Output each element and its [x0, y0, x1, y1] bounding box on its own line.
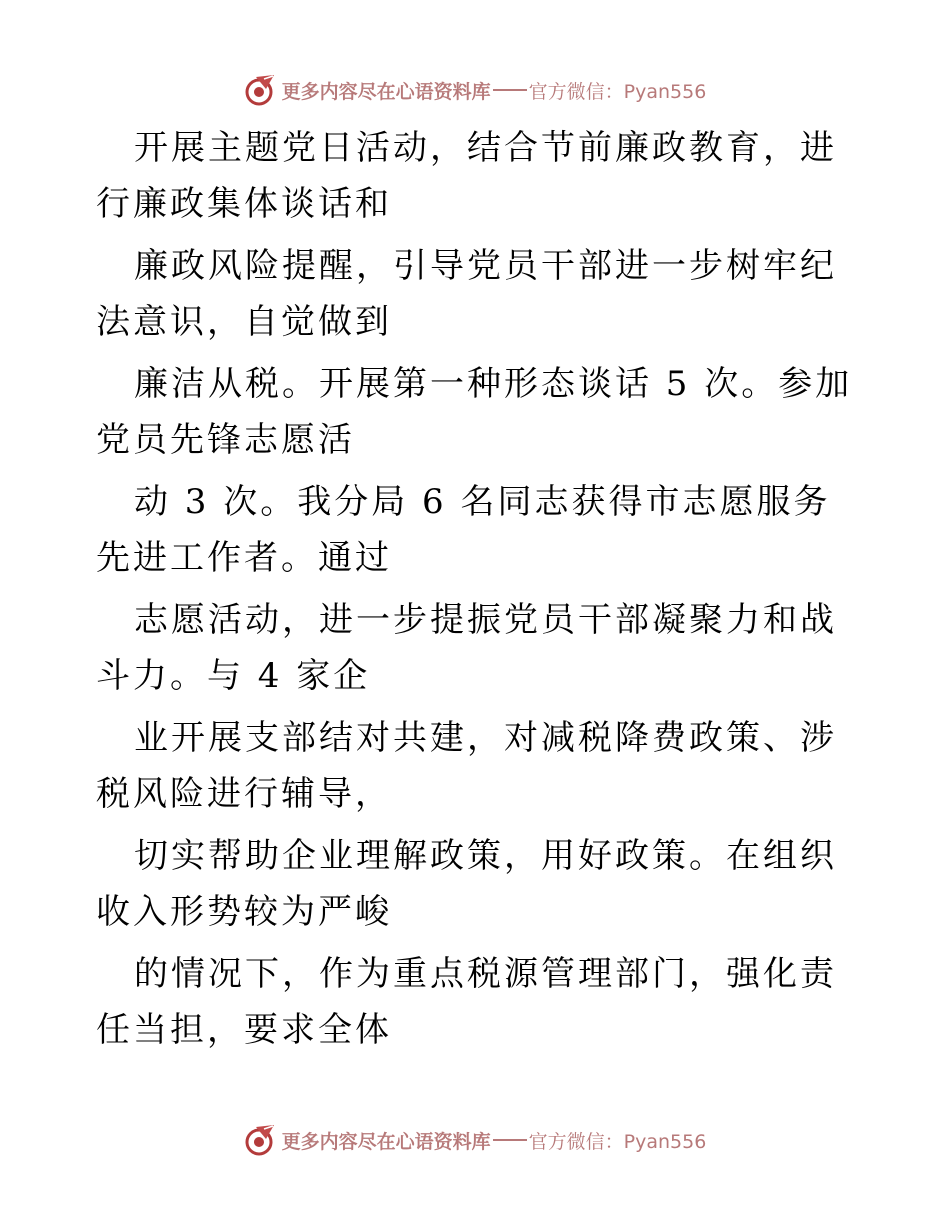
- body-paragraph: 的情况下，作为重点税源管理部门，强化责任当担，要求全体: [96, 954, 837, 1050]
- red-pen-seal-logo-icon: [244, 73, 278, 107]
- body-paragraph: 业开展支部结对共建，对减税降费政策、涉税风险进行辅导，: [96, 718, 837, 814]
- body-paragraph: 志愿活动，进一步提振党员干部凝聚力和战斗力。与 4 家企: [96, 600, 837, 696]
- body-paragraph: 动 3 次。我分局 6 名同志获得市志愿服务先进工作者。通过: [96, 482, 831, 578]
- body-paragraph: 廉政风险提醒，引导党员干部进一步树牢纪法意识，自觉做到: [96, 246, 837, 342]
- footer-watermark: [0, 1120, 950, 1160]
- body-paragraph: 廉洁从税。开展第一种形态谈话 5 次。参加党员先锋志愿活: [96, 364, 853, 460]
- header-watermark: [0, 70, 950, 110]
- watermark-brand-text: 更多内容尽在心语资料库: [281, 80, 491, 103]
- watermark-brand-text: 更多内容尽在心语资料库: [281, 1130, 491, 1153]
- watermark-sub-text: 官方微信：Pyan556: [528, 80, 707, 103]
- watermark-divider: [493, 89, 527, 91]
- body-paragraph: 切实帮助企业理解政策，用好政策。在组织收入形势较为严峻: [96, 836, 837, 932]
- watermark-sub-text: 官方微信：Pyan556: [528, 1130, 707, 1153]
- red-pen-seal-logo-icon: [244, 1123, 278, 1157]
- watermark-divider: [493, 1139, 527, 1141]
- document-body: [96, 120, 856, 1064]
- body-paragraph: 开展主题党日活动，结合节前廉政教育，进行廉政集体谈话和: [96, 128, 837, 224]
